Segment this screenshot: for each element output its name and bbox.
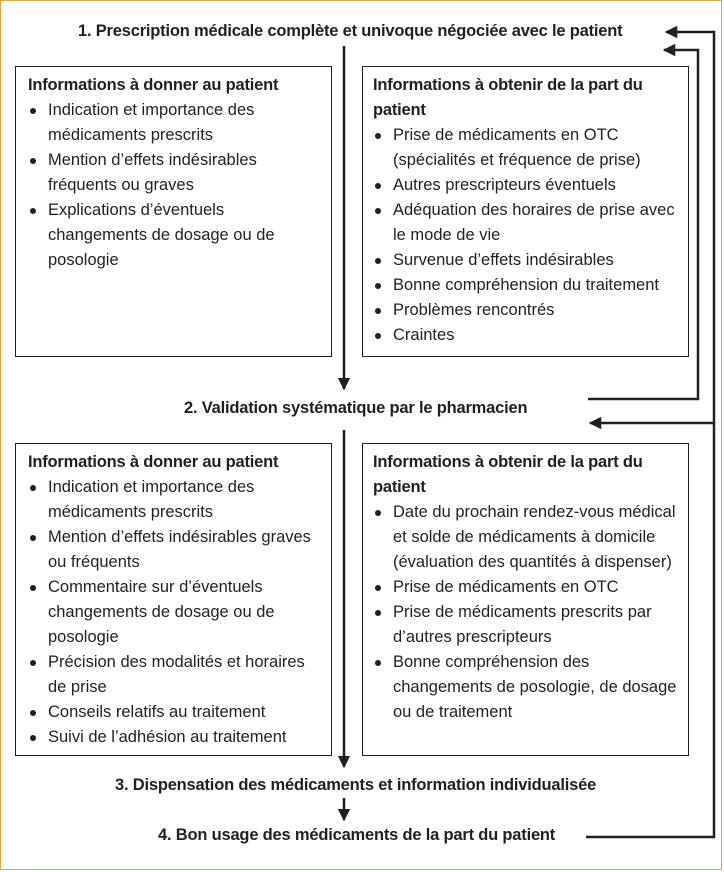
bullet-icon [375,283,381,289]
bullet-icon [375,308,381,314]
bullet-icon [30,158,36,164]
box-list [373,500,680,725]
box-heading: Informations à obtenir de la part du patient [373,76,643,119]
box-list [28,475,323,750]
bullet-icon [375,133,381,139]
list-item: Commentaire sur d’éventuels changements de dosage ou de posologie [28,575,323,650]
bullet-icon [30,710,36,716]
list-item: Précision des modalités et horaires de prise [28,650,323,700]
box-heading: Informations à donner au patient [28,76,279,94]
list-item: Survenue d’effets indésirables [373,248,680,273]
box-list [28,98,323,273]
bullet-icon [375,183,381,189]
list-item: Bonne compréhension du traitement [373,273,680,298]
bullet-icon [30,108,36,114]
bullet-icon [375,660,381,666]
box-heading: Informations à obtenir de la part du patient [373,453,643,496]
step-4-label: 4. Bon usage des médicaments de la part du patient [158,826,556,844]
bullet-icon [375,333,381,339]
bullet-icon [375,208,381,214]
step-1-label: 1. Prescription médicale complète et univoque négociée avec le patient [78,22,623,40]
box-list [373,123,680,348]
bullet-icon [30,485,36,491]
list-item: Mention d’effets indésirables graves ou fréquents [28,525,323,575]
bullet-icon [30,208,36,214]
bullet-icon [375,610,381,616]
list-item: Suivi de l’adhésion au traitement [28,725,323,750]
list-item: Indication et importance des médicaments prescrits [28,475,323,525]
box-heading: Informations à donner au patient [28,453,279,471]
list-item: Autres prescripteurs éventuels [373,173,680,198]
box-top-left-info-to-give [15,66,332,357]
list-item: Problèmes rencontrés [373,298,680,323]
list-item: Indication et importance des médicaments prescrits [28,98,323,148]
list-item: Explications d’éventuels changements de dosage ou de posologie [28,198,323,273]
list-item: Date du prochain rendez-vous médical et solde de médicaments à domicile (évaluation des quantités à dispenser) [373,500,680,575]
list-item: Craintes [373,323,680,348]
bullet-icon [375,258,381,264]
box-top-right-info-to-obtain [362,66,689,357]
box-bottom-left-info-to-give [15,443,332,756]
bullet-icon [30,585,36,591]
list-item: Adéquation des horaires de prise avec le mode de vie [373,198,680,248]
bullet-icon [30,535,36,541]
bullet-icon [30,660,36,666]
list-item: Conseils relatifs au traitement [28,700,323,725]
box-bottom-right-info-to-obtain [362,443,689,756]
step-2-label: 2. Validation systématique par le pharmacien [184,399,528,417]
list-item: Mention d’effets indésirables fréquents ou graves [28,148,323,198]
list-item: Prise de médicaments prescrits par d’autres prescripteurs [373,600,680,650]
list-item: Prise de médicaments en OTC (spécialités et fréquence de prise) [373,123,680,173]
bullet-icon [375,585,381,591]
list-item: Prise de médicaments en OTC [373,575,680,600]
list-item: Bonne compréhension des changements de posologie, de dosage ou de traitement [373,650,680,725]
bullet-icon [30,735,36,741]
step-3-label: 3. Dispensation des médicaments et information individualisée [115,776,597,794]
bullet-icon [375,510,381,516]
